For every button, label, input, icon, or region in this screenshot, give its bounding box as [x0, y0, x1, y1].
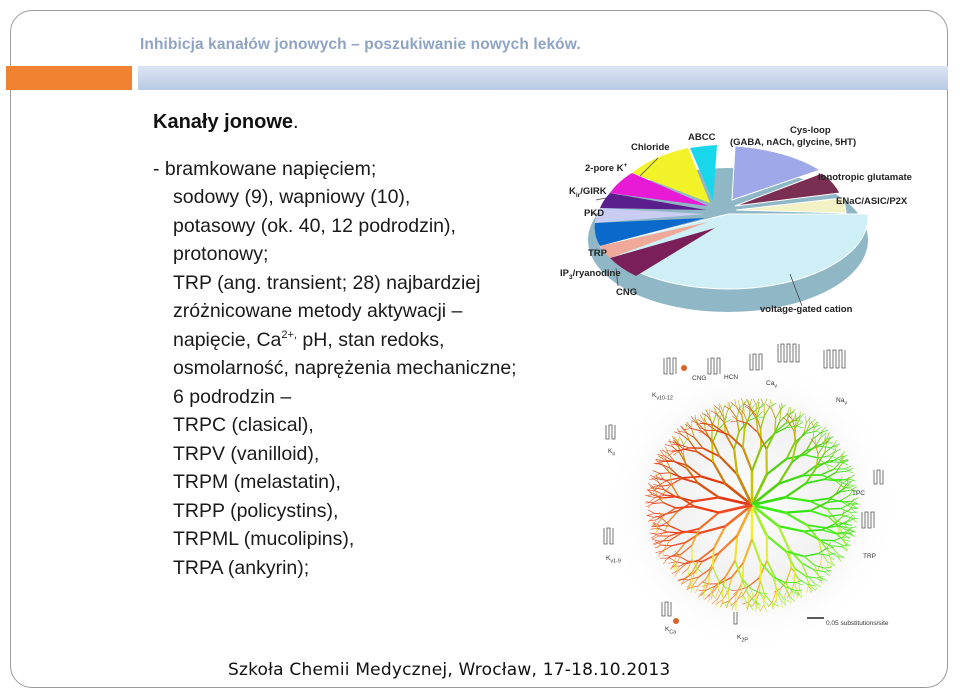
pie-label-abcc: ABCC: [688, 132, 716, 143]
kca-marker: [673, 618, 679, 624]
tree-label-k2p: $K_{2P}$: [737, 634, 748, 644]
tree-label-cav: $Ca_v$: [766, 380, 778, 390]
tree-label-kca: $K_{Ca}$: [665, 626, 677, 636]
text-line: TRPM (melastatin),: [173, 471, 341, 493]
text-line: osmolarność, naprężenia mechaniczne;: [173, 357, 517, 379]
tree-branch: [660, 473, 670, 474]
slide-title: Inhibicja kanałów jonowych – poszukiwanie nowych leków.: [140, 36, 581, 53]
tree-label-kv19: $K_{v1-9}$: [606, 555, 621, 565]
tree-label-kir: $K_{ir}$: [608, 448, 616, 458]
text-line: protonowy;: [173, 243, 269, 265]
tree-label-nav: $Na_v$: [836, 397, 848, 407]
cng-marker: [681, 365, 687, 371]
body-text: [153, 108, 517, 582]
text-line: TRPML (mucolipins),: [173, 528, 355, 550]
pie-label-cys-loop: Cys-loop: [790, 125, 831, 136]
text-line: sodowy (9), wapniowy (10),: [173, 186, 411, 208]
header-bar: [138, 66, 948, 90]
pie-label-enac: ENaC/ASIC/P2X: [836, 196, 908, 207]
text-line: potasowy (ok. 40, 12 podrodzin),: [173, 214, 456, 237]
phylogenetic-tree: [592, 330, 922, 660]
tree-branch: [728, 591, 729, 601]
tree-branch: [713, 548, 714, 567]
tree-branch: [743, 563, 744, 582]
tree-label-tpc: TPC: [852, 490, 865, 497]
tree-branch: [722, 590, 723, 600]
ion-channel-pie-chart: [540, 118, 960, 348]
pie-label-kir: $K_{ir}$/GIRK: [569, 186, 607, 199]
header-accent-bar: [6, 66, 132, 90]
text-line: zróżnicowane metody aktywacji –: [173, 300, 463, 322]
pie-label-chloride: Chloride: [631, 142, 670, 153]
text-line: napięcie, $Ca^{2+,}$ pH, stan redoks,: [173, 328, 445, 351]
tree-branch: [820, 540, 834, 541]
tree-label-kv1012: $K_{v10-12}$: [652, 392, 673, 402]
text-line: TRPP (policystins),: [173, 499, 339, 522]
pie-label-ionotropic: Ionotropic glutamate: [818, 172, 912, 183]
pie-label-voltage-gated: voltage-gated cation: [760, 304, 853, 315]
text-line: TRPA (ankyrin);: [173, 556, 310, 579]
pie-label-ip3: $IP_3$/ryanodine: [560, 268, 621, 281]
text-line: 6 podrodzin –: [173, 385, 292, 408]
pie-label-cys-loop-sub: (GABA, nACh, glycine, 5HT): [730, 137, 857, 148]
content-heading: Kanały jonowe.: [153, 111, 299, 133]
text-line: TRPC (clasical),: [173, 414, 314, 436]
tree-label-hcn: HCN: [724, 374, 739, 381]
tree-label-trp: TRP: [863, 553, 876, 560]
tree-branch: [775, 419, 776, 433]
pie-label-trp: TRP: [588, 248, 607, 259]
tree-branch: [718, 580, 719, 590]
pie-label-cng: CNG: [616, 287, 638, 298]
pie-label-pkd: PKD: [584, 208, 605, 219]
text-line: TRP (ang. transient; 28) najbardziej: [173, 271, 481, 294]
footer: Szkoła Chemii Medycznej, Wrocław, 17-18.10.2013: [228, 660, 671, 680]
pie-label-2pore: 2-pore K+: [585, 162, 628, 174]
text-line: TRPV (vanilloid),: [173, 442, 320, 465]
text-line: - bramkowane napięciem;: [153, 157, 377, 180]
tree-label-scale: 0.05 substitutions/site: [826, 620, 889, 627]
tree-label-cng: CNG: [692, 375, 707, 382]
